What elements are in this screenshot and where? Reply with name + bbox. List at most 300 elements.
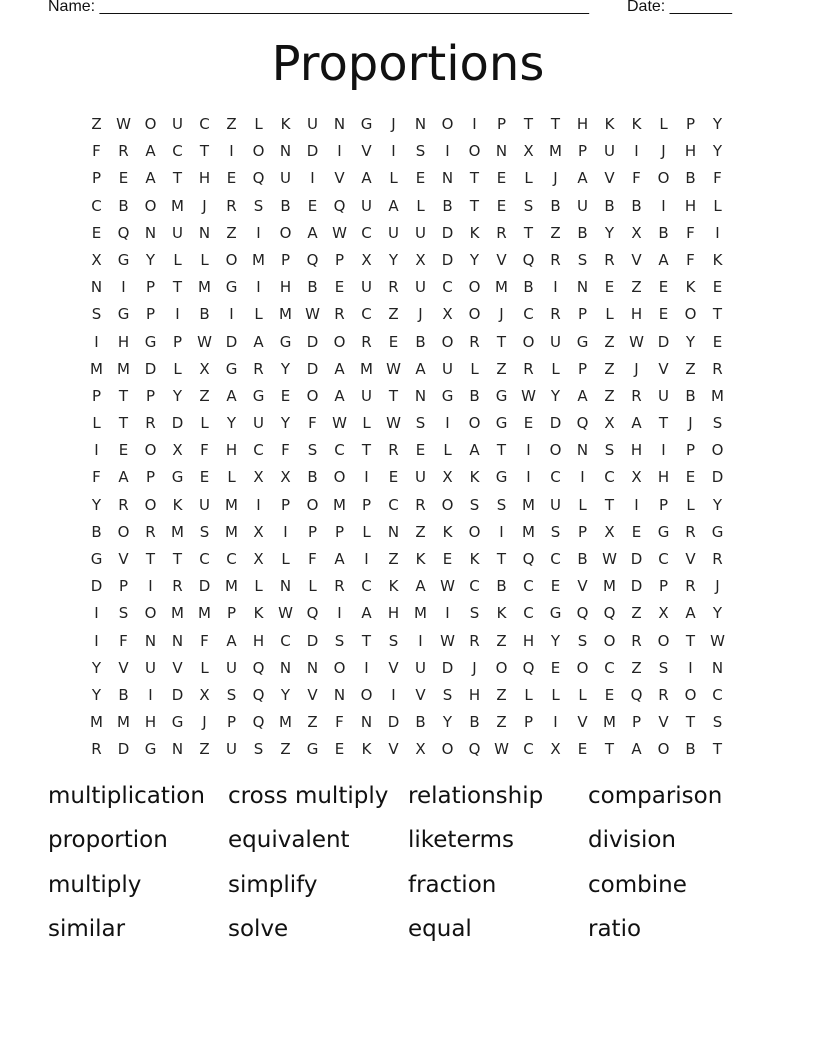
grid-letter: U xyxy=(577,196,588,215)
grid-letter: G xyxy=(306,740,319,759)
grid-letter: N xyxy=(90,278,103,297)
grid-letter: P xyxy=(361,495,372,514)
grid-row xyxy=(83,220,731,247)
grid-letter: R xyxy=(145,414,156,433)
grid-letter: T xyxy=(388,386,399,405)
grid-letter: R xyxy=(712,550,723,568)
grid-row xyxy=(83,736,731,763)
grid-letter: X xyxy=(604,522,615,541)
grid-letter: P xyxy=(577,359,588,378)
grid-letter: L xyxy=(281,550,290,568)
grid-letter: D xyxy=(306,359,319,378)
grid-letter: X xyxy=(199,359,210,378)
grid-letter: Z xyxy=(631,604,642,623)
grid-letter: I xyxy=(256,278,261,297)
grid-row xyxy=(83,329,731,356)
grid-letter: X xyxy=(361,250,372,269)
grid-letter: C xyxy=(226,550,237,568)
grid-letter: U xyxy=(415,278,426,297)
grid-letter: C xyxy=(523,577,534,596)
grid-letter: D xyxy=(225,332,238,351)
grid-letter: A xyxy=(334,550,345,568)
grid-letter: H xyxy=(252,631,265,650)
grid-letter: M xyxy=(522,495,535,514)
grid-letter: D xyxy=(117,740,130,759)
grid-letter: Q xyxy=(603,604,616,623)
grid-letter: G xyxy=(90,550,103,568)
grid-letter: I xyxy=(661,196,666,215)
grid-letter: F xyxy=(713,169,722,188)
grid-letter: S xyxy=(91,305,102,324)
grid-letter: K xyxy=(361,740,372,759)
grid-letter: R xyxy=(361,332,372,351)
word-bank-item: comparison xyxy=(588,783,723,809)
grid-row xyxy=(83,383,731,410)
grid-letter: I xyxy=(553,713,558,732)
grid-letter: R xyxy=(604,250,615,269)
grid-letter: D xyxy=(198,577,211,596)
grid-letter: V xyxy=(658,713,669,732)
grid-letter: M xyxy=(171,522,184,541)
grid-letter: D xyxy=(306,332,319,351)
grid-letter: E xyxy=(496,169,507,188)
grid-letter: G xyxy=(549,604,562,623)
grid-letter: Y xyxy=(550,631,561,650)
grid-letter: S xyxy=(118,604,129,623)
grid-letter: C xyxy=(361,305,372,324)
grid-letter: X xyxy=(253,550,264,568)
grid-row xyxy=(83,111,731,138)
grid-letter: D xyxy=(657,332,670,351)
grid-letter: R xyxy=(145,522,156,541)
grid-letter: E xyxy=(604,278,615,297)
grid-letter: V xyxy=(577,577,588,596)
grid-letter: H xyxy=(279,278,292,297)
grid-letter: C xyxy=(658,550,669,568)
grid-letter: I xyxy=(283,522,288,541)
grid-letter: R xyxy=(172,577,183,596)
grid-letter: Z xyxy=(631,658,642,677)
grid-letter: K xyxy=(496,604,507,623)
grid-letter: O xyxy=(576,658,589,677)
grid-letter: L xyxy=(362,522,371,541)
grid-letter: D xyxy=(711,468,724,487)
grid-letter: Z xyxy=(91,115,102,133)
grid-letter: T xyxy=(712,305,723,324)
grid-letter: N xyxy=(279,142,292,161)
grid-letter: Y xyxy=(604,223,615,242)
grid-letter: C xyxy=(712,685,723,704)
grid-letter: O xyxy=(144,196,157,215)
grid-letter: L xyxy=(389,169,398,188)
grid-letter: V xyxy=(604,169,615,188)
grid-letter: W xyxy=(494,740,509,759)
grid-letter: N xyxy=(198,223,211,242)
grid-letter: C xyxy=(523,305,534,324)
grid-letter: I xyxy=(94,631,99,650)
grid-letter: W xyxy=(386,414,401,433)
grid-letter: M xyxy=(171,196,184,215)
grid-row xyxy=(83,356,731,383)
grid-letter: A xyxy=(334,359,345,378)
grid-letter: V xyxy=(685,550,696,568)
grid-letter: K xyxy=(685,278,696,297)
grid-letter: R xyxy=(334,305,345,324)
grid-letter: G xyxy=(711,522,724,541)
grid-letter: B xyxy=(415,713,426,732)
grid-letter: F xyxy=(335,713,344,732)
grid-row xyxy=(83,573,731,600)
grid-letter: S xyxy=(415,142,426,161)
grid-letter: I xyxy=(121,278,126,297)
grid-letter: W xyxy=(602,550,617,568)
grid-letter: L xyxy=(254,115,263,133)
grid-letter: T xyxy=(685,631,696,650)
grid-letter: Y xyxy=(442,713,453,732)
grid-letter: P xyxy=(145,468,156,487)
grid-letter: A xyxy=(361,169,372,188)
grid-letter: G xyxy=(225,278,238,297)
grid-letter: L xyxy=(578,685,587,704)
grid-letter: Y xyxy=(226,414,237,433)
grid-row xyxy=(83,464,731,491)
grid-letter: P xyxy=(91,169,102,188)
grid-letter: O xyxy=(333,658,346,677)
grid-letter: Q xyxy=(576,414,589,433)
grid-letter: J xyxy=(688,414,693,433)
grid-letter: B xyxy=(631,196,642,215)
grid-letter: U xyxy=(226,658,237,677)
grid-letter: C xyxy=(550,550,561,568)
grid-letter: S xyxy=(442,685,453,704)
grid-letter: X xyxy=(253,468,264,487)
grid-letter: A xyxy=(226,631,237,650)
grid-letter: P xyxy=(334,250,345,269)
grid-letter: O xyxy=(603,631,616,650)
grid-letter: A xyxy=(361,604,372,623)
grid-row xyxy=(83,655,731,682)
grid-letter: O xyxy=(711,441,724,460)
grid-letter: X xyxy=(172,441,183,460)
grid-letter: S xyxy=(469,604,480,623)
grid-letter: N xyxy=(144,223,157,242)
grid-letter: J xyxy=(553,169,558,188)
grid-letter: D xyxy=(171,685,184,704)
grid-letter: L xyxy=(713,196,722,215)
grid-letter: Z xyxy=(307,713,318,732)
grid-letter: X xyxy=(91,250,102,269)
grid-letter: S xyxy=(226,685,237,704)
grid-letter: M xyxy=(252,250,265,269)
grid-letter: B xyxy=(91,522,102,541)
grid-letter: G xyxy=(495,386,508,405)
grid-letter: T xyxy=(118,414,129,433)
grid-letter: T xyxy=(523,223,534,242)
grid-letter: U xyxy=(415,658,426,677)
word-bank-item: similar xyxy=(48,915,126,942)
grid-letter: W xyxy=(305,305,320,324)
grid-letter: Y xyxy=(91,685,102,704)
grid-letter: Z xyxy=(685,359,696,378)
grid-letter: O xyxy=(360,685,373,704)
grid-letter: P xyxy=(334,522,345,541)
grid-letter: W xyxy=(440,631,455,650)
grid-letter: G xyxy=(279,332,292,351)
grid-letter: L xyxy=(605,305,614,324)
grid-letter: I xyxy=(94,441,99,460)
word-bank-item: multiplication xyxy=(48,783,205,809)
grid-letter: Q xyxy=(252,169,265,188)
grid-letter: J xyxy=(499,305,504,324)
grid-letter: K xyxy=(172,495,183,514)
grid-letter: Y xyxy=(712,142,723,161)
grid-letter: O xyxy=(333,332,346,351)
grid-letter: X xyxy=(415,740,426,759)
grid-letter: O xyxy=(279,223,292,242)
grid-letter: R xyxy=(118,142,129,161)
grid-letter: A xyxy=(307,223,318,242)
grid-letter: Q xyxy=(252,658,265,677)
grid-letter: D xyxy=(441,250,454,269)
grid-row xyxy=(83,165,731,192)
grid-letter: V xyxy=(388,740,399,759)
grid-letter: R xyxy=(253,359,264,378)
grid-letter: E xyxy=(307,196,318,215)
grid-letter: T xyxy=(496,550,507,568)
grid-letter: P xyxy=(685,115,696,133)
grid-letter: T xyxy=(145,550,156,568)
word-bank-item: fraction xyxy=(408,871,497,898)
grid-letter: M xyxy=(171,604,184,623)
grid-letter: H xyxy=(630,441,643,460)
grid-letter: L xyxy=(524,685,533,704)
grid-letter: E xyxy=(91,223,102,242)
grid-letter: C xyxy=(334,441,345,460)
grid-letter: M xyxy=(495,278,508,297)
grid-letter: K xyxy=(604,115,615,133)
grid-letter: O xyxy=(468,305,481,324)
grid-letter: B xyxy=(577,550,588,568)
grid-letter: C xyxy=(199,115,210,133)
grid-row xyxy=(83,410,731,437)
grid-letter: I xyxy=(94,604,99,623)
grid-letter: L xyxy=(173,359,182,378)
grid-letter: O xyxy=(333,468,346,487)
grid-letter: B xyxy=(118,685,129,704)
grid-letter: R xyxy=(550,305,561,324)
grid-letter: E xyxy=(685,468,696,487)
grid-letter: H xyxy=(387,604,400,623)
grid-letter: Q xyxy=(306,604,319,623)
grid-letter: O xyxy=(144,115,157,133)
grid-letter: M xyxy=(414,604,427,623)
grid-letter: R xyxy=(496,223,507,242)
grid-letter: O xyxy=(117,522,130,541)
grid-letter: V xyxy=(631,250,642,269)
grid-letter: V xyxy=(577,713,588,732)
grid-letter: Y xyxy=(280,414,291,433)
date-field-label: Date: _______ xyxy=(627,0,732,15)
grid-letter: Y xyxy=(469,250,480,269)
grid-letter: M xyxy=(549,142,562,161)
grid-letter: I xyxy=(364,550,369,568)
grid-letter: M xyxy=(198,278,211,297)
grid-letter: W xyxy=(521,386,536,405)
grid-row xyxy=(83,492,731,519)
grid-letter: W xyxy=(629,332,644,351)
grid-letter: Q xyxy=(522,658,535,677)
grid-letter: C xyxy=(388,495,399,514)
grid-letter: D xyxy=(630,550,643,568)
grid-letter: U xyxy=(307,115,318,133)
grid-letter: I xyxy=(445,604,450,623)
grid-letter: D xyxy=(144,359,157,378)
grid-letter: T xyxy=(469,169,480,188)
grid-letter: J xyxy=(634,359,639,378)
grid-letter: E xyxy=(631,522,642,541)
grid-letter: Y xyxy=(388,250,399,269)
grid-letter: T xyxy=(172,550,183,568)
grid-letter: R xyxy=(631,386,642,405)
grid-letter: H xyxy=(117,332,130,351)
grid-letter: O xyxy=(522,332,535,351)
grid-letter: T xyxy=(496,332,507,351)
grid-letter: V xyxy=(307,685,318,704)
grid-letter: P xyxy=(226,713,237,732)
grid-row xyxy=(83,247,731,274)
grid-letter: W xyxy=(710,631,725,650)
grid-letter: U xyxy=(442,359,453,378)
grid-letter: N xyxy=(576,278,589,297)
grid-letter: R xyxy=(334,577,345,596)
grid-letter: I xyxy=(472,115,477,133)
grid-letter: O xyxy=(441,115,454,133)
grid-letter: B xyxy=(199,305,210,324)
grid-letter: P xyxy=(172,332,183,351)
grid-letter: U xyxy=(253,414,264,433)
grid-letter: G xyxy=(171,713,184,732)
grid-letter: L xyxy=(470,359,479,378)
word-bank-item: solve xyxy=(228,915,289,942)
grid-letter: I xyxy=(634,495,639,514)
grid-letter: H xyxy=(198,169,211,188)
grid-letter: S xyxy=(577,631,588,650)
grid-row xyxy=(83,274,731,301)
grid-letter: R xyxy=(712,359,723,378)
grid-letter: X xyxy=(280,468,291,487)
grid-letter: M xyxy=(225,495,238,514)
grid-letter: X xyxy=(631,468,642,487)
word-bank-item: liketerms xyxy=(408,827,515,854)
grid-letter: I xyxy=(499,522,504,541)
grid-letter: F xyxy=(686,223,695,242)
grid-letter: E xyxy=(496,196,507,215)
grid-letter: V xyxy=(658,359,669,378)
grid-letter: S xyxy=(253,196,264,215)
grid-letter: J xyxy=(202,196,207,215)
grid-letter: I xyxy=(256,223,261,242)
grid-letter: Z xyxy=(496,359,507,378)
grid-letter: J xyxy=(202,713,207,732)
grid-letter: S xyxy=(523,196,534,215)
grid-letter: E xyxy=(334,740,345,759)
grid-letter: O xyxy=(468,142,481,161)
grid-letter: S xyxy=(712,414,723,433)
grid-letter: S xyxy=(415,414,426,433)
word-bank-item: multiply xyxy=(48,871,142,898)
grid-letter: U xyxy=(361,278,372,297)
grid-letter: I xyxy=(229,142,234,161)
grid-letter: A xyxy=(415,359,426,378)
grid-row xyxy=(83,301,731,328)
grid-letter: U xyxy=(226,740,237,759)
grid-letter: P xyxy=(91,386,102,405)
grid-letter: J xyxy=(715,577,720,596)
grid-letter: M xyxy=(198,604,211,623)
grid-letter: E xyxy=(199,468,210,487)
grid-letter: M xyxy=(360,359,373,378)
grid-letter: M xyxy=(711,386,724,405)
grid-letter: S xyxy=(550,522,561,541)
grid-letter: I xyxy=(229,305,234,324)
grid-row xyxy=(83,546,731,573)
grid-letter: K xyxy=(631,115,642,133)
grid-letter: M xyxy=(603,713,616,732)
grid-letter: G xyxy=(576,332,589,351)
grid-letter: R xyxy=(469,631,480,650)
grid-letter: Z xyxy=(496,713,507,732)
grid-letter: B xyxy=(118,196,129,215)
grid-letter: T xyxy=(469,196,480,215)
grid-letter: L xyxy=(443,441,452,460)
grid-letter: S xyxy=(577,250,588,269)
grid-letter: S xyxy=(334,631,345,650)
grid-letter: B xyxy=(307,468,318,487)
word-bank-item: ratio xyxy=(588,915,642,942)
grid-letter: J xyxy=(661,142,666,161)
grid-letter: I xyxy=(391,142,396,161)
grid-letter: L xyxy=(308,577,317,596)
grid-letter: H xyxy=(468,685,481,704)
grid-letter: E xyxy=(415,441,426,460)
grid-letter: F xyxy=(119,631,128,650)
grid-letter: O xyxy=(252,142,265,161)
grid-letter: R xyxy=(388,441,399,460)
grid-letter: X xyxy=(550,740,561,759)
grid-letter: O xyxy=(657,169,670,188)
grid-letter: A xyxy=(253,332,264,351)
grid-letter: I xyxy=(337,604,342,623)
grid-letter: I xyxy=(526,468,531,487)
word-bank-item: equivalent xyxy=(228,827,350,854)
grid-letter: F xyxy=(308,550,317,568)
grid-letter: Z xyxy=(388,550,399,568)
grid-letter: T xyxy=(172,169,183,188)
grid-letter: H xyxy=(684,196,697,215)
grid-letter: V xyxy=(496,250,507,269)
grid-letter: C xyxy=(550,468,561,487)
grid-letter: N xyxy=(306,658,319,677)
grid-letter: Z xyxy=(550,223,561,242)
grid-letter: A xyxy=(334,386,345,405)
grid-row xyxy=(83,138,731,165)
word-bank-item: division xyxy=(588,827,677,854)
grid-letter: I xyxy=(310,169,315,188)
grid-letter: H xyxy=(576,115,589,133)
grid-letter: B xyxy=(469,713,480,732)
grid-letter: C xyxy=(523,604,534,623)
grid-letter: G xyxy=(117,250,130,269)
